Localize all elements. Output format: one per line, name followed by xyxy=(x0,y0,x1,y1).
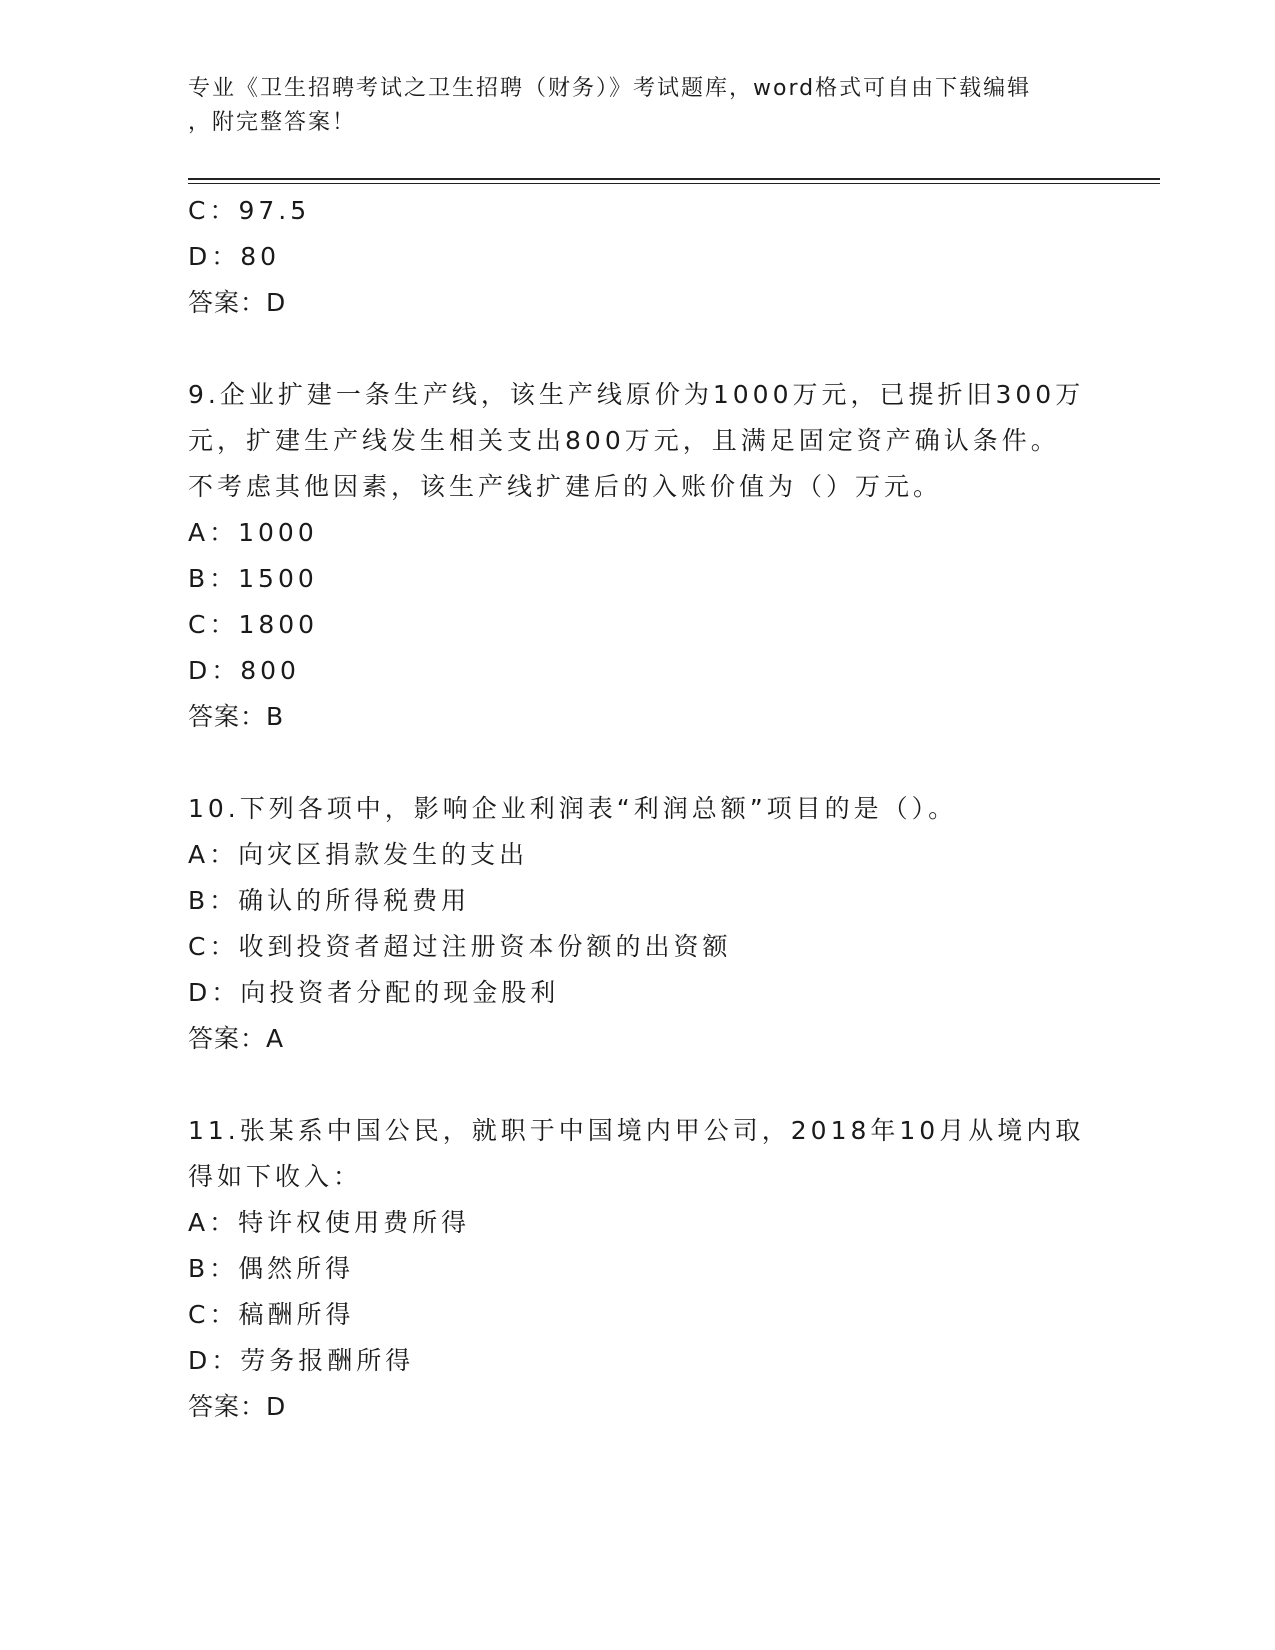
spacer xyxy=(188,740,1088,786)
q11-stem-line2: 得如下收入： xyxy=(188,1162,363,1191)
q10-option-c: C：收到投资者超过注册资本份额的出资额 xyxy=(188,932,732,961)
question-8-tail xyxy=(188,188,1088,326)
question-9 xyxy=(188,372,1088,740)
q9-stem-line1: 9.企业扩建一条生产线，该生产线原价为1000万元，已提折旧300万 xyxy=(188,380,1085,409)
question-11 xyxy=(188,1108,1088,1430)
q10-stem-line1: 10.下列各项中，影响企业利润表“利润总额”项目的是（）。 xyxy=(188,794,958,823)
header-divider-thick xyxy=(188,178,1160,180)
q11-option-d: D：劳务报酬所得 xyxy=(188,1346,415,1375)
q9-option-a: A：1000 xyxy=(188,518,318,547)
q11-option-c: C：稿酬所得 xyxy=(188,1300,355,1329)
q10-answer: 答案：A xyxy=(188,1024,285,1053)
q9-answer: 答案：B xyxy=(188,702,285,731)
q9-stem-line3: 不考虑其他因素，该生产线扩建后的入账价值为（）万元。 xyxy=(188,472,943,501)
q11-answer: 答案：D xyxy=(188,1392,287,1421)
q8-answer: 答案：D xyxy=(188,288,287,317)
q9-stem-line2: 元，扩建生产线发生相关支出800万元，且满足固定资产确认条件。 xyxy=(188,426,1060,455)
q11-stem-line1: 11.张某系中国公民，就职于中国境内甲公司，2018年10月从境内取 xyxy=(188,1116,1085,1145)
question-10 xyxy=(188,786,1088,1062)
q8-option-d: D：80 xyxy=(188,242,281,271)
q10-option-b: B：确认的所得税费用 xyxy=(188,886,471,915)
q10-option-d: D：向投资者分配的现金股利 xyxy=(188,978,560,1007)
spacer xyxy=(188,1062,1088,1108)
header-title-line1: 专业《卫生招聘考试之卫生招聘（财务）》考试题库，word格式可自由下载编辑 xyxy=(188,76,1032,101)
q9-option-d: D：800 xyxy=(188,656,300,685)
q11-option-b: B：偶然所得 xyxy=(188,1254,355,1283)
header-title-line2: ，附完整答案！ xyxy=(188,110,357,135)
q9-option-b: B：1500 xyxy=(188,564,318,593)
question-content xyxy=(188,188,1088,1430)
document-header xyxy=(188,72,1088,140)
q9-option-c: C：1800 xyxy=(188,610,319,639)
spacer xyxy=(188,326,1088,372)
q10-option-a: A：向灾区捐款发生的支出 xyxy=(188,840,529,869)
header-divider-thin xyxy=(188,183,1160,184)
q11-option-a: A：特许权使用费所得 xyxy=(188,1208,471,1237)
q8-option-c: C：97.5 xyxy=(188,196,311,225)
